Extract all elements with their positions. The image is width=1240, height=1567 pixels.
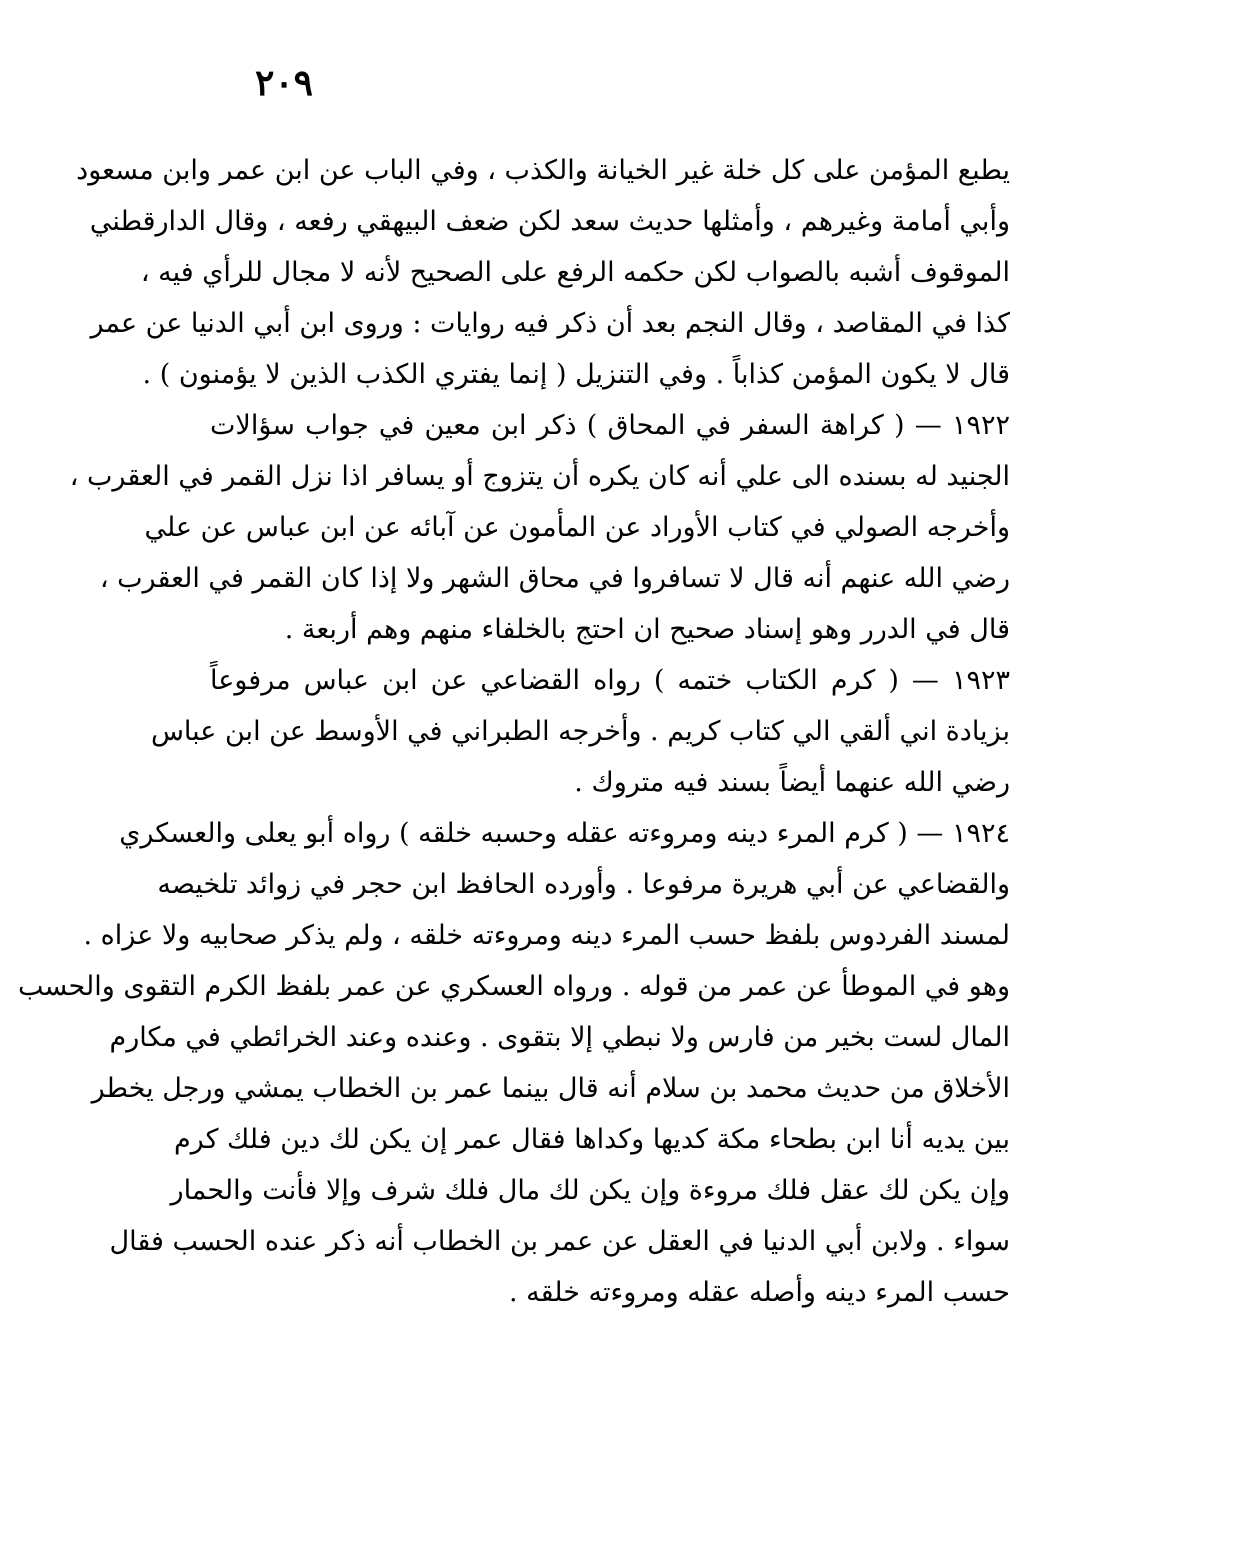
text-line: رضي الله عنهم أنه قال لا تسافروا في محاق الشهر ولا إذا كان القمر في العقرب ، — [99, 563, 1010, 594]
text-line: بزيادة اني ألقي الي كتاب كريم . وأخرجه الطبراني في الأوسط عن ابن عباس — [150, 716, 1010, 747]
text-line: وأخرجه الصولي في كتاب الأوراد عن المأمون عن آبائه عن ابن عباس عن علي — [144, 512, 1010, 543]
text-line: وهو في الموطأ عن عمر من قوله . ورواه العسكري عن عمر بلفظ الكرم التقوى والحسب — [17, 971, 1010, 1002]
text-line: الجنيد له بسنده الى علي أنه كان يكره أن يتزوج أو يسافر اذا نزل القمر في العقرب ، — [69, 461, 1010, 492]
entry-1922-heading: ١٩٢٢ — ( كراهة السفر في المحاق ) ذكر ابن معين في جواب سؤالات — [210, 410, 1010, 441]
text-line: وإن يكن لك عقل فلك مروءة وإن يكن لك مال فلك شرف وإلا فأنت والحمار — [170, 1175, 1010, 1206]
text-line: بين يديه أنا ابن بطحاء مكة كديها وكداها فقال عمر إن يكن لك دين فلك كرم — [173, 1124, 1010, 1155]
text-line: رضي الله عنهما أيضاً بسند فيه متروك . — [574, 767, 1010, 798]
text-line: قال في الدرر وهو إسناد صحيح ان احتج بالخلفاء منهم وهم أربعة . — [284, 614, 1010, 645]
text-line: يطبع المؤمن على كل خلة غير الخيانة والكذب ، وفي الباب عن ابن عمر وابن مسعود — [76, 155, 1010, 186]
text-line: المال لست بخير من فارس ولا نبطي إلا بتقوى . وعنده وعند الخرائطي في مكارم — [109, 1022, 1010, 1053]
text-line: الموقوف أشبه بالصواب لكن حكمه الرفع على الصحيح لأنه لا مجال للرأي فيه ، — [140, 257, 1010, 288]
text-line: الأخلاق من حديث محمد بن سلام أنه قال بينما عمر بن الخطاب يمشي ورجل يخطر — [91, 1073, 1010, 1104]
text-line: حسب المرء دينه وأصله عقله ومروءته خلقه . — [509, 1277, 1010, 1308]
text-line: لمسند الفردوس بلفظ حسب المرء دينه ومروءته خلقه ، ولم يذكر صحابيه ولا عزاه . — [83, 920, 1010, 951]
entry-1924-heading: ١٩٢٤ — ( كرم المرء دينه ومروءته عقله وحسبه خلقه ) رواه أبو يعلى والعسكري — [119, 818, 1010, 849]
page-number: ٢٠٩ — [255, 62, 314, 104]
entry-1923-heading: ١٩٢٣ — ( كرم الكتاب ختمه ) رواه القضاعي عن ابن عباس مرفوعاً — [210, 665, 1010, 696]
text-line: قال لا يكون المؤمن كذاباً . وفي التنزيل ( إنما يفتري الكذب الذين لا يؤمنون ) . — [142, 359, 1010, 390]
body-text — [17, 145, 1010, 1318]
text-line: كذا في المقاصد ، وقال النجم بعد أن ذكر فيه روايات : وروى ابن أبي الدنيا عن عمر — [90, 308, 1010, 339]
text-line: سواء . ولابن أبي الدنيا في العقل عن عمر بن الخطاب أنه ذكر عنده الحسب فقال — [109, 1226, 1010, 1257]
text-line: والقضاعي عن أبي هريرة مرفوعا . وأورده الحافظ ابن حجر في زوائد تلخيصه — [157, 869, 1010, 900]
text-line: وأبي أمامة وغيرهم ، وأمثلها حديث سعد لكن ضعف البيهقي رفعه ، وقال الدارقطني — [89, 206, 1010, 237]
